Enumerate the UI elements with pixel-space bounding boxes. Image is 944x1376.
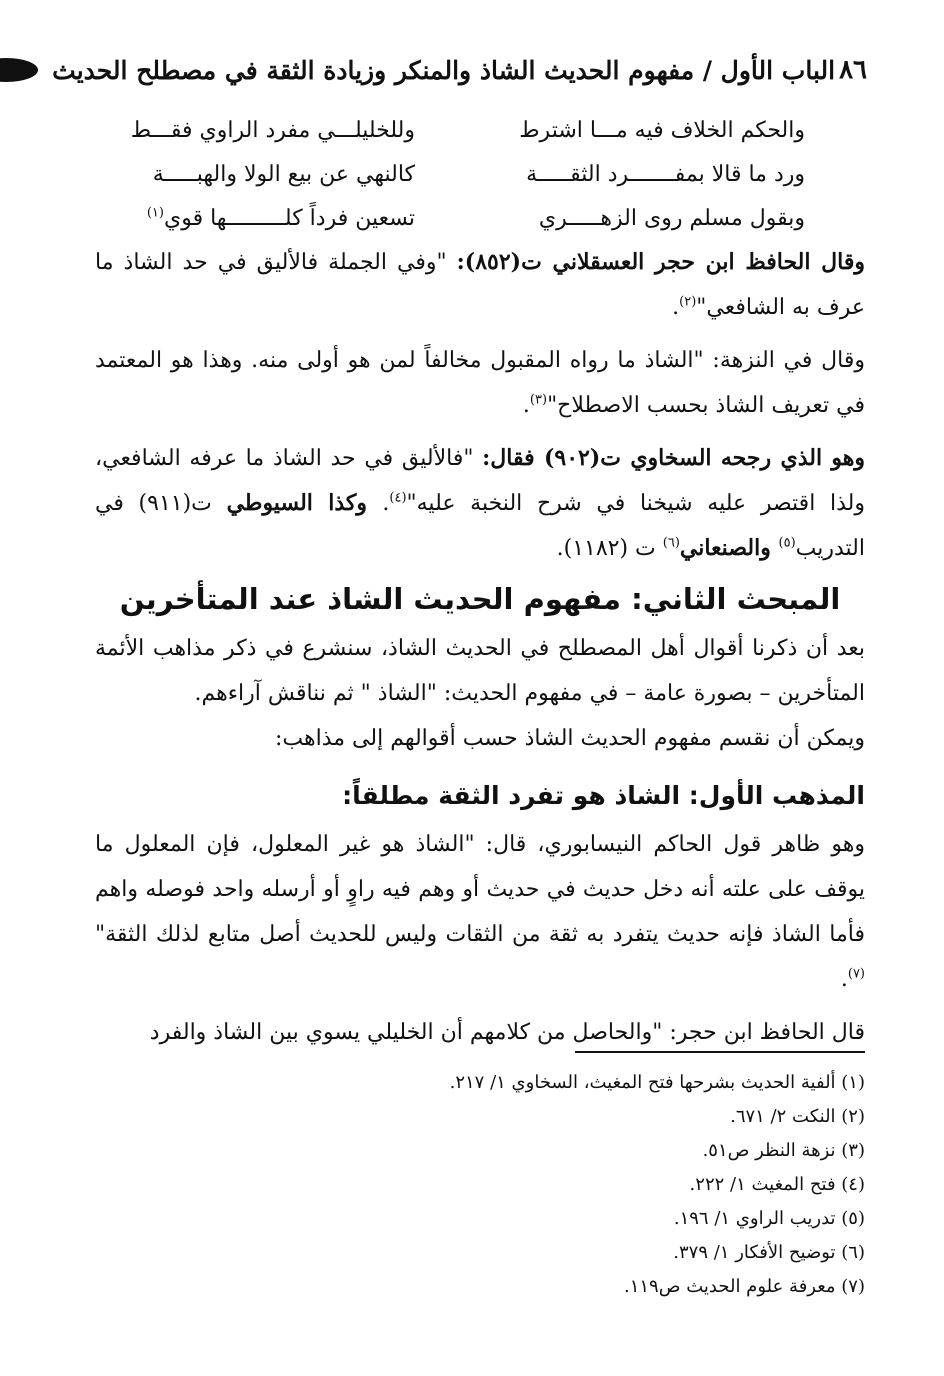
- footnote: (٧) معرفة علوم الحديث ص١١٩.: [624, 1276, 866, 1297]
- footnote: (٢) النكت ٢/ ٦٧١.: [731, 1106, 866, 1127]
- paragraph: وقال في النزهة: "الشاذ ما رواه المقبول مخالفاً لمن هو أولى منه. وهذا هو المعتمد في تعريف الشاذ بحسب الاصطلاح"$^{(٣)}$.: [96, 348, 866, 418]
- footnote-ref[interactable]: (٥): [779, 535, 797, 551]
- footnote-ref[interactable]: (٢): [680, 294, 698, 310]
- poem-hemistich: [96, 196, 416, 240]
- subsection-heading: المذهب الأول: الشاذ هو تفرد الثقة مطلقاً:: [343, 781, 866, 810]
- paragraph: وقال الحافظ ابن حجر العسقلاني ت(٨٥٢): "وفي الجملة فالأليق في حد الشاذ ما عرف به الشافعي"$^{(٢)}$.: [96, 249, 867, 320]
- footnote-ref[interactable]: (٦): [663, 535, 681, 551]
- footnote-ref[interactable]: (٣): [530, 392, 549, 408]
- paragraph-text: "فالأليق في حد الشاذ ما عرفه الشافعي، ولذا اقتصر عليه شيخنا في شرح النخبة عليه": [96, 446, 866, 516]
- footnote: (١) ألفية الحديث بشرحها فتح المغيث، السخاوي ١/ ٢١٧.: [450, 1072, 866, 1093]
- poem-hemistich: والحكم الخلاف فيه مـــا اشترط: [520, 118, 806, 143]
- paragraph-text: ت(٩١١) في التدريب: [96, 491, 866, 561]
- bold-name: والصنعاني: [680, 535, 780, 561]
- bold-lead: وقال الحافظ ابن حجر العسقلاني ت(٨٥٢):: [457, 249, 867, 275]
- poem-verse: [96, 108, 866, 152]
- poem-hemistich: وللخليلـــي مفرد الراوي فقـــط: [131, 118, 416, 143]
- footnotes: [266, 1066, 866, 1304]
- paragraph-text: ت (١١٨٢).: [557, 536, 664, 561]
- poem-verse: [96, 196, 866, 240]
- footnote-ref[interactable]: (٧): [848, 966, 866, 982]
- paragraph: وهو ظاهر قول الحاكم النيسابوري، قال: "الشاذ هو غير المعلول، فإن المعلول ما يوقف على علته أنه دخل حديث في حديث أو وهم فيه راوٍ أو أرسله واحد فوصله واهم فأما الشاذ فإنه حديث يتفرد به ثقة من الثقات وليس للحديث أصل متابع لذلك الثقة"$^{(٧)}$.: [96, 832, 866, 992]
- paragraph-text: "وفي الجملة فالأليق في حد الشاذ ما عرف به الشافعي": [96, 250, 866, 320]
- poem-hemistich: ورد ما قالا بمفـــــــرد الثقـــــة: [527, 162, 806, 187]
- poem-hemistich: وبقول مسلم روى الزهـــــري: [539, 206, 806, 231]
- poem-hemistich-text: تسعين فرداً كلـــــــــها قوي: [164, 206, 416, 231]
- footnote-separator: [576, 1051, 866, 1053]
- footnote-ref[interactable]: (٤): [390, 490, 408, 506]
- paragraph: قال الحافظ ابن حجر: "والحاصل من كلامهم أن الخليلي يسوي بين الشاذ والفرد: [150, 1020, 866, 1045]
- poem-hemistich: كالنهي عن بيع الولا والهبـــــة: [153, 162, 416, 187]
- footnote: (٤) فتح المغيث ١/ ٢٢٢.: [690, 1174, 866, 1195]
- paragraph: ويمكن أن نقسم مفهوم الحديث الشاذ حسب أقوالهم إلى مذاهب:: [276, 726, 866, 751]
- poem-verse: [96, 152, 866, 196]
- paragraph: وهو الذي رجحه السخاوي ت(٩٠٢) فقال: "فالأليق في حد الشاذ ما عرفه الشافعي، ولذا اقتصر عليه شيخنا في شرح النخبة عليه"$^{(٤)}$. وكذا السيوطي ت(٩١١) في التدريب$^{(٥)}$ والصنعاني$^{(٦)}$ ت (١١٨٢).: [96, 445, 867, 561]
- paragraph-text: وقال في النزهة: "الشاذ ما رواه المقبول مخالفاً لمن هو أولى منه. وهذا هو المعتمد في تعريف الشاذ بحسب الاصطلاح": [96, 348, 866, 418]
- page-number: ٨٦: [840, 55, 868, 85]
- paragraph: بعد أن ذكرنا أقوال أهل المصطلح في الحديث الشاذ، سنشرع في ذكر مذاهب الأئمة المتأخرين – بصورة عامة – في مفهوم الحديث: "الشاذ " ثم نناقش آراءهم.: [96, 636, 866, 706]
- footnote-ref[interactable]: (١): [147, 205, 165, 221]
- footnote: (٣) نزهة النظر ص٥١.: [703, 1140, 866, 1161]
- footnote: (٥) تدريب الراوي ١/ ١٩٦.: [674, 1208, 866, 1229]
- bold-name: وكذا السيوطي: [227, 490, 384, 516]
- chapter-title: الباب الأول / مفهوم الحديث الشاذ والمنكر وزيادة الثقة في مصطلح الحديث: [53, 55, 837, 85]
- footnote: (٦) توضيح الأفكار ١/ ٣٧٩.: [674, 1242, 866, 1263]
- bold-lead: وهو الذي رجحه السخاوي ت(٩٠٢) فقال:: [483, 445, 867, 471]
- page-body: [96, 108, 866, 1055]
- ornament-oval: [0, 58, 39, 82]
- paragraph-text: وهو ظاهر قول الحاكم النيسابوري، قال: "الشاذ هو غير المعلول، فإن المعلول ما يوقف على علته أنه دخل حديث في حديث أو وهم فيه راوٍ أو أرسله واحد فوصله واهم فأما الشاذ فإنه حديث يتفرد به ثقة من الثقات وليس للحديث أصل متابع لذلك الثقة": [96, 832, 866, 947]
- section-heading: المبحث الثاني: مفهوم الحديث الشاذ عند المتأخرين: [120, 582, 842, 616]
- header-ornament: [0, 58, 45, 82]
- page-header: [53, 48, 868, 92]
